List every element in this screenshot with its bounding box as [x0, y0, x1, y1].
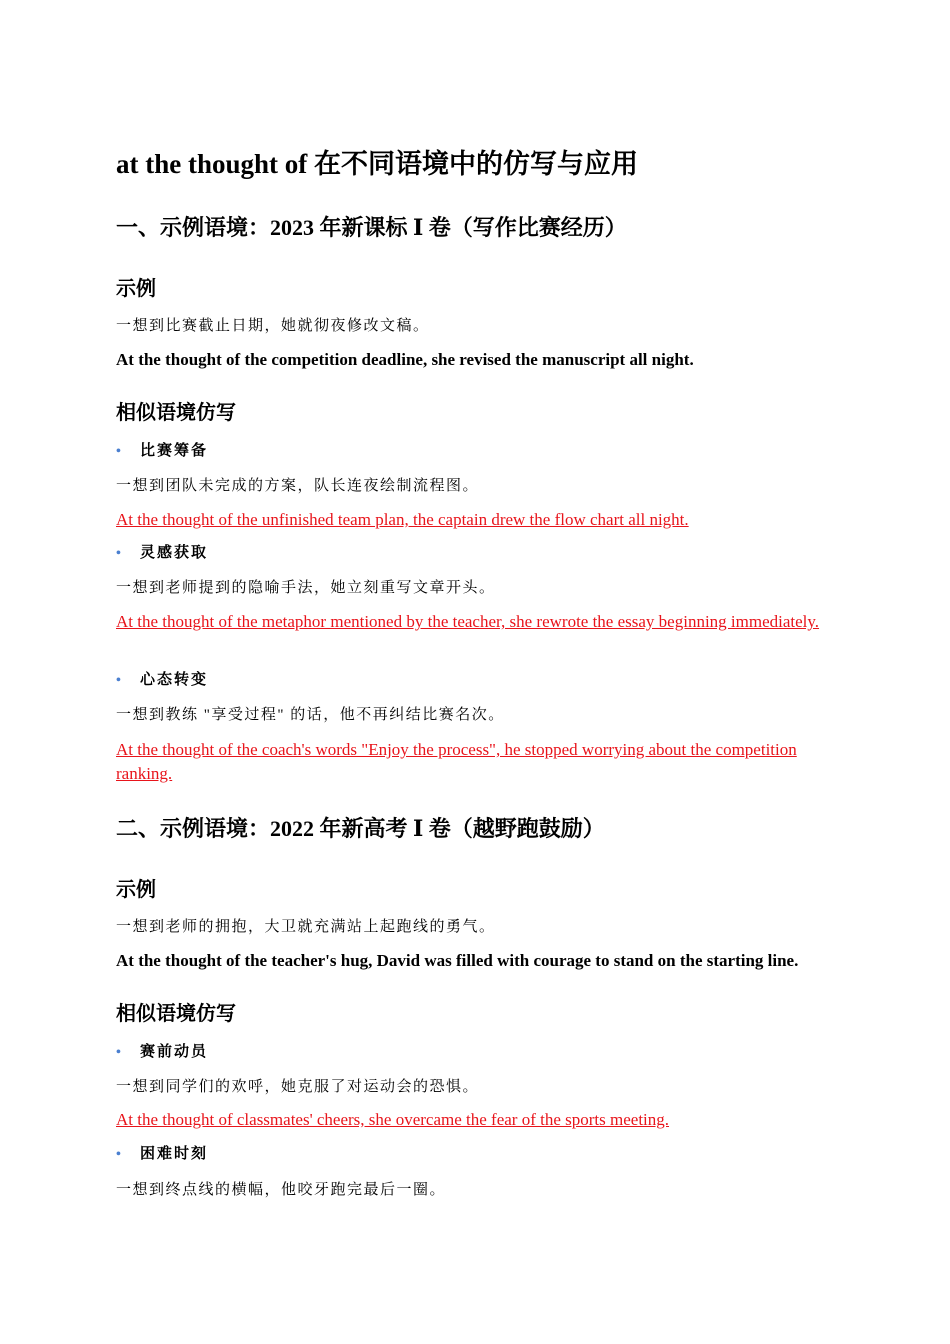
section-1-item-3-chinese: 一想到教练 "享受过程" 的话，他不再纠结比赛名次。: [116, 707, 505, 723]
section-2-heading: 二、示例语境：2022 年新高考 Ⅰ 卷（越野跑鼓励）: [116, 816, 605, 841]
section-2-example-label: 示例: [116, 879, 156, 901]
section-1-example-label: 示例: [116, 278, 156, 300]
bullet-dot-icon: •: [116, 444, 121, 459]
bullet-dot-icon: •: [116, 1045, 121, 1060]
section-1-item-1-chinese: 一想到团队未完成的方案，队长连夜绘制流程图。: [116, 478, 480, 494]
section-1-item-2-english: At the thought of the metaphor mentioned by the teacher, she rewrote the essay beginning immediately.: [116, 612, 820, 631]
section-2-similar-label: 相似语境仿写: [116, 1003, 236, 1025]
document-title: at the thought of 在不同语境中的仿写与应用: [116, 149, 639, 179]
section-2-example-english: At the thought of the teacher's hug, David was filled with courage to stand on the starting line.: [116, 951, 799, 970]
section-2-item-2-label: • 困难时刻: [116, 1143, 208, 1166]
section-1-example-english: At the thought of the competition deadline, she revised the manuscript all night.: [116, 350, 694, 369]
section-2-item-1-label: • 赛前动员: [116, 1041, 208, 1064]
section-1-item-1-label: • 比赛筹备: [116, 440, 208, 463]
bullet-dot-icon: •: [116, 1147, 121, 1162]
section-1-item-3-label: • 心态转变: [116, 669, 208, 692]
bullet-dot-icon: •: [116, 546, 121, 561]
section-2-item-1-chinese: 一想到同学们的欢呼，她克服了对运动会的恐惧。: [116, 1079, 480, 1095]
section-2-item-1-english: At the thought of classmates' cheers, she overcame the fear of the sports meeting.: [116, 1110, 670, 1129]
section-1-similar-label: 相似语境仿写: [116, 402, 236, 424]
bullet-dot-icon: •: [116, 673, 121, 688]
section-1-example-chinese: 一想到比赛截止日期，她就彻夜修改文稿。: [116, 318, 430, 334]
section-1-heading: 一、示例语境：2023 年新课标 Ⅰ 卷（写作比赛经历）: [116, 215, 627, 240]
section-1-item-2-label: • 灵感获取: [116, 542, 208, 565]
section-2-example-chinese: 一想到老师的拥抱，大卫就充满站上起跑线的勇气。: [116, 919, 496, 935]
section-2-item-2-chinese: 一想到终点线的横幅，他咬牙跑完最后一圈。: [116, 1182, 447, 1198]
section-1-item-3-english: At the thought of the coach's words "Enjoy the process", he stopped worrying about the competition ranking.: [116, 740, 797, 783]
section-1-item-1-english: At the thought of the unfinished team plan, the captain drew the flow chart all night.: [116, 510, 689, 529]
section-1-item-2-chinese: 一想到老师提到的隐喻手法，她立刻重写文章开头。: [116, 580, 496, 596]
